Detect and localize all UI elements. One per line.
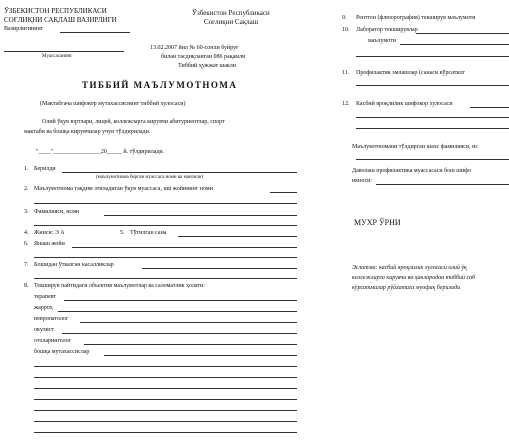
ministry-line	[60, 32, 130, 33]
field-10-input-3[interactable]	[356, 56, 509, 57]
blank-line-3[interactable]	[34, 388, 297, 389]
head-doctor-label: Даволаш профилактика муассасаси бош шифо	[352, 168, 471, 174]
specialist-ent: отоларинголог	[34, 338, 72, 344]
note-line-2: коллежларга кирувчи ва ҳакларидан тиббий саб	[352, 275, 476, 281]
field-7-label: Бошидан ўтказган касалликлар	[34, 262, 114, 268]
order-line-2: билан тасдиқланган 086 рақамли	[161, 54, 246, 60]
order-line-1: 13.02.2007 йил № 60-сонли буйруғ	[150, 45, 239, 51]
field-10-sub: маълумоти	[368, 38, 396, 44]
field-3-input-2[interactable]	[34, 225, 297, 226]
field-1-label: Берилди	[34, 166, 56, 172]
head-doctor-signature-input[interactable]	[376, 184, 509, 185]
date-line: "____"________________20_____ й. тўлдирилади.	[36, 149, 165, 155]
field-3-label: Фамилияси, исми	[34, 209, 80, 215]
field-4-label: Жинси: Э А	[34, 230, 65, 236]
field-8-label: Текширув пайтидаги объектив маълумотлар ва саломатлик ҳолати:	[34, 283, 205, 289]
field-5-input[interactable]	[178, 236, 297, 237]
field-12-input-3[interactable]	[356, 128, 509, 129]
field-11-label: Профилактик эмлашлар (санаси кўрсатилг	[356, 70, 466, 76]
intro-line-2: мактаби ва бошқа кирувчилар учун тўлдирилади.	[24, 129, 151, 135]
field-10-label: Лаборатор текширувлар	[356, 27, 418, 33]
document-subtitle: (Мактабгача шифокор мутахассиснинг тиббий хулосаси)	[40, 101, 186, 107]
field-3-number: 3.	[24, 209, 29, 215]
doctor-label: Маълумотномани тўлдирган шахс фамилияси, ис	[352, 144, 479, 150]
field-7-number: 7.	[24, 262, 29, 268]
specialist-neurologist: невропатолог	[34, 316, 69, 322]
field-9-number: 9.	[342, 15, 347, 21]
specialist-oculist: окулист	[34, 327, 55, 333]
field-1-input[interactable]	[62, 172, 297, 173]
blank-line-7[interactable]	[34, 432, 297, 433]
note-line-1: Эслатма: касбий яроқлилик хулосаси олий ўқ	[352, 265, 467, 271]
field-6-number: 6.	[24, 241, 29, 247]
field-6-input-2[interactable]	[34, 257, 297, 258]
health-label: Соғлиқни Сақлаш	[204, 18, 259, 26]
field-1-hint: (маълумотнома берган муассаса номи ва манзили)	[96, 175, 204, 180]
institution-label: Муассасанинг	[42, 54, 73, 59]
field-7-input-2[interactable]	[34, 278, 297, 279]
field-2-input[interactable]	[270, 192, 297, 193]
field-6-label: Яшаш жойи	[34, 241, 65, 247]
specialist-neurologist-input[interactable]	[80, 322, 297, 323]
field-12-label: Касбий яроқлилик шифокор хулосаси	[356, 101, 453, 107]
field-1-number: 1.	[24, 166, 29, 172]
specialist-other-input[interactable]	[104, 355, 297, 356]
blank-line-6[interactable]	[34, 421, 297, 422]
field-6-input[interactable]	[72, 247, 297, 248]
field-11-input[interactable]	[356, 85, 509, 86]
specialist-surgeon: жарроҳ	[34, 305, 53, 311]
field-10-input[interactable]	[416, 33, 509, 34]
specialist-therapist: терапевт	[34, 294, 57, 300]
republic-label: Ўзбекистон Республикаси	[192, 9, 270, 17]
field-10-input-2[interactable]	[400, 44, 509, 45]
field-7-input[interactable]	[142, 268, 297, 269]
ministry-country: ЎЗБЕКИСТОН РЕСПУБЛИКАСИ	[4, 7, 107, 15]
specialist-other: бошқа мутахассислар	[34, 349, 90, 355]
specialist-ent-input[interactable]	[84, 344, 297, 345]
field-10-number: 10.	[342, 27, 350, 33]
head-doctor-signature-label: имзоси:	[352, 178, 373, 184]
field-11-number: 11.	[342, 70, 350, 76]
blank-line-1[interactable]	[34, 366, 297, 367]
field-9-label: Рентген (флюорография) текширув маълумоти	[356, 15, 476, 21]
document-title: ТИББИЙ МАЪЛУМОТНОМА	[82, 80, 238, 90]
field-2-label: Маълумотнома тақдим этиладиган ўқув муассаса, иш жойининг номи	[34, 186, 213, 192]
specialist-therapist-input[interactable]	[64, 300, 297, 301]
institution-line	[4, 51, 124, 52]
field-2-input-2[interactable]	[34, 203, 297, 204]
specialist-oculist-input[interactable]	[62, 333, 297, 334]
field-12-input-2[interactable]	[356, 117, 509, 118]
field-5-label: Тўғилган сана	[130, 230, 167, 236]
ministry-name: СОҒЛИҚНИ САҚЛАШ ВАЗИРЛИГИ	[4, 16, 117, 24]
field-8-number: 8.	[24, 283, 29, 289]
specialist-surgeon-input[interactable]	[58, 311, 297, 312]
ministry-label: Вазирлигининг	[4, 26, 44, 32]
order-line-3: Тиббий ҳужжат шакли	[178, 63, 236, 69]
blank-line-4[interactable]	[34, 399, 297, 400]
blank-line-5[interactable]	[34, 410, 297, 411]
field-3-input[interactable]	[104, 215, 297, 216]
blank-line-2[interactable]	[34, 377, 297, 378]
field-2-number: 2.	[24, 186, 29, 192]
note-line-3: кўрсатмалар рўйхатига муофиқ берилади	[352, 285, 461, 291]
field-12-input[interactable]	[470, 107, 509, 108]
intro-line-1: Олий ўқув юртлари, лицей, коллежларга кирувчи абитуриентлар, спорт	[42, 119, 225, 125]
doctor-input[interactable]	[356, 159, 509, 160]
stamp-label: МУХР ЎРНИ	[354, 218, 401, 227]
field-4-number: 4.	[24, 230, 29, 236]
field-5-number: 5.	[120, 230, 125, 236]
field-12-number: 12.	[342, 101, 350, 107]
